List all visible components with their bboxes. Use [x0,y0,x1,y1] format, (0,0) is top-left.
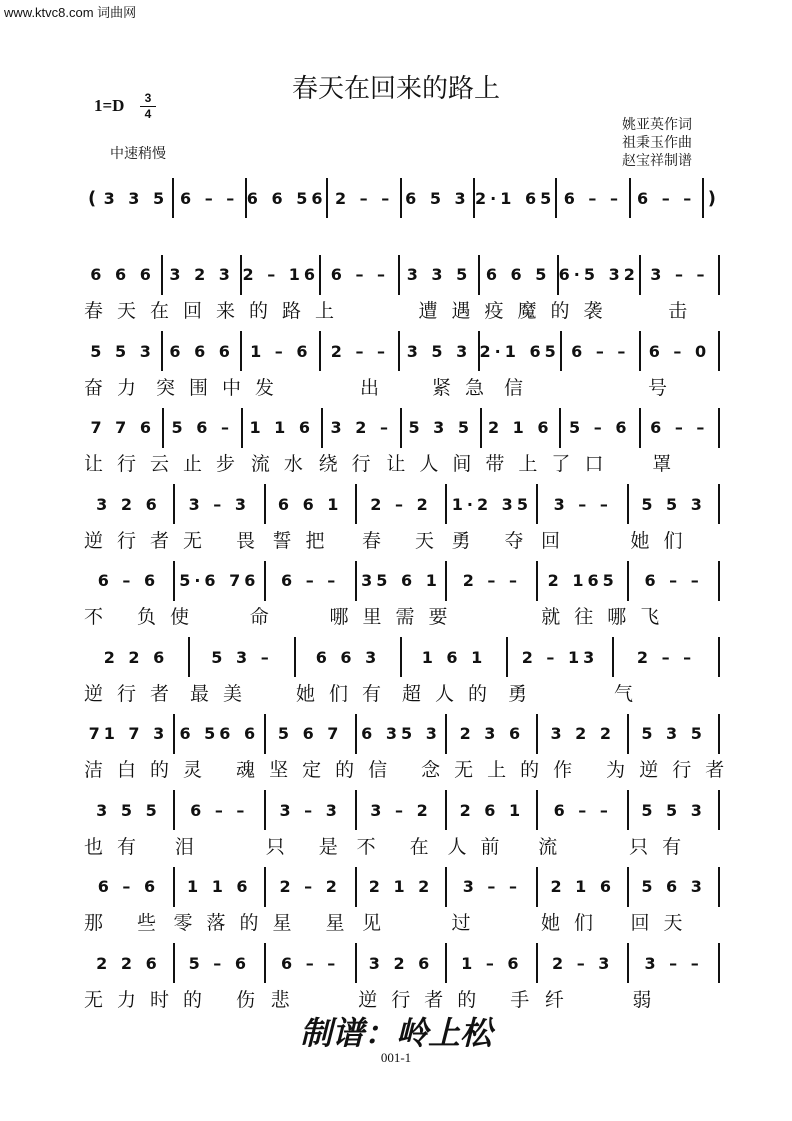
lyric-segment: 回天 [630,912,697,934]
lyric-segment: 使 [170,606,204,628]
lyric-segment: 让人间 [386,453,486,475]
measure: 3 – 3 [279,800,341,820]
measure: 3 2 6 [96,494,161,514]
lyric-segment: 作 为 [553,759,640,781]
lyric-segment: 零落的 [173,912,273,934]
lyric-row [84,448,720,478]
lyric-segment: 悲 [270,988,304,1011]
lyric-segment: 洁白的 [84,759,184,781]
measure: 3 2 – [330,418,392,437]
lyric-segment: 春 天 [362,529,449,552]
lyric-segment: 的 手 [457,988,544,1011]
measure: 3 5 3 [406,341,472,361]
key-signature: 1=D [94,96,125,115]
notation-row [84,714,720,754]
measure: 2 – – [462,571,521,590]
measure: 3 5 5 [96,800,161,820]
lyric-segment: 也有 [84,835,151,858]
credits [622,116,692,170]
transcriber-credit: 赵宝祥制谱 [622,153,692,169]
lyric-segment: 就往哪 [541,606,641,628]
lyric-row [84,371,720,401]
page-number: 001-1 [380,1050,412,1065]
measure: 7 7 6 [90,418,156,437]
lyric-segment: 流 [538,835,572,858]
measure: 3 – 2 [370,800,432,820]
measure: 2 165 [547,571,618,590]
lyric-segment: 突围中发 [156,376,289,399]
notation-row [84,561,720,601]
lyric-row [84,754,739,784]
measure: 5 – 6 [188,953,250,973]
measure: 2 2 6 [103,647,169,667]
barline [718,484,720,524]
measure: 5 5 3 [641,800,706,820]
lyric-segment: 上 [315,300,349,322]
measure: 5 6 – [171,418,233,437]
measure: 2 6 1 [459,800,525,820]
measure: 2 – 2 [370,494,432,514]
measure: 6 6 5 [485,265,551,284]
measure: 6 – – [330,265,390,284]
measure: 6 – – [553,800,612,820]
measure: 2·1 65 [479,341,560,361]
lyric-segment: 人前 [447,835,514,858]
measure: 5·6 76 [179,571,260,590]
lyric-segment: 回 [541,529,575,552]
lyric-segment: 的 伤 [183,988,270,1011]
lyric-segment: 出 [360,376,394,399]
lyricist-credit: 姚亚英作词 [622,117,692,133]
measure: 6 5 3 [405,188,470,208]
lyric-segment: 那 些 [84,912,171,934]
measure: 6 – – [180,188,239,208]
measure: 3 2 6 [368,953,434,973]
time-signature [140,92,156,121]
measure: 6 – – [190,800,249,820]
lyric-segment: 只 是 [265,835,352,858]
lyric-segment: 哪里需要 [329,606,462,628]
lyric-segment: 遭遇 [418,300,485,322]
measure: 5 3 5 [641,724,706,743]
measure: 6 – – [571,341,630,361]
measure: 6 6 56 [246,188,327,208]
measure: 1 – 6 [461,953,523,973]
lyric-segment: 泪 [174,835,208,858]
measure: 2 1 2 [368,877,434,896]
notation-row [84,178,720,218]
measure: 3 – – [553,494,612,514]
lyric-segment: 纤 [544,988,578,1011]
lyric-segment: 气 [614,682,648,705]
measure: 6 – – [650,418,709,437]
measure: 2 2 6 [96,953,161,973]
composer-credit: 祖秉玉作曲 [622,135,692,151]
notation-row [84,331,720,371]
measure: 6 – – [644,571,703,590]
notation-row [84,790,720,830]
lyric-segment: 弱 [632,988,666,1011]
lyric-row [84,830,720,860]
measure: 2 1 6 [550,877,615,896]
measure: 2 3 6 [459,724,525,743]
notation-row [84,943,720,983]
measure: 2 1 6 [487,418,553,437]
lyric-segment: 不 负 [84,606,171,628]
repeat-close-paren: ) [707,187,717,209]
lyric-segment: 无力时 [84,988,184,1011]
tempo-marking: 中速稍慢 [110,146,166,162]
lyric-segment: 灵 魂 [183,759,270,781]
lyric-segment: 口 [584,453,618,475]
lyric-segment: 命 [249,606,283,628]
measure: 6 – – [637,188,696,208]
measure: 3 3 5 [406,265,472,284]
lyric-segment: 奋力 [84,376,151,399]
lyric-segment: 过 [451,912,485,934]
measure: 2 – – [330,341,390,361]
measure: 6 6 3 [315,647,381,667]
measure: 3 2 2 [550,724,615,743]
lyric-segment: 坚定的 [269,759,369,781]
lyric-segment: 不 在 [356,835,443,858]
measure: 6 – 0 [648,341,711,361]
measure: 6 6 1 [277,494,343,514]
transcriber-signature: 制谱：岭上松 [299,1014,492,1052]
lyric-segment: 信 念 [368,759,455,781]
measure: 3 – – [644,953,703,973]
lyric-row [84,295,720,325]
lyric-segment: 誓把 [272,529,339,552]
measure: 3 – – [462,877,521,896]
lyric-segment: 罩 [652,453,686,475]
lyric-segment: 击 [668,300,702,322]
lyric-segment: 止步 [183,453,250,475]
measure: 5 – 6 [569,418,631,437]
lyric-segment: 她们 [630,529,697,552]
barline [718,943,720,983]
measure: 6 – – [563,188,622,208]
site-watermark: www.ktvc8.com 词曲网 [4,5,137,20]
measure: 3 – – [650,265,709,284]
lyric-segment: 逆行者 [639,759,739,781]
barline [718,255,720,295]
notation-row [84,408,720,448]
measure: 2 – 3 [552,953,614,973]
measure: 2 – 16 [242,265,320,284]
notation-row [84,484,720,524]
measure: 6·5 32 [558,265,639,284]
measure: 35 6 1 [361,571,441,590]
measure: 2 – – [334,188,394,208]
lyric-segment: 信 [504,376,538,399]
measure: 5 3 5 [408,418,474,437]
lyric-segment: 带上了 [485,453,585,475]
lyric-segment: 无上的 [454,759,554,781]
measure: 5 6 7 [277,724,343,743]
lyric-segment: 绕行 [318,453,385,475]
lyric-segment: 勇 [508,682,542,705]
measure: 1 – 6 [250,341,312,361]
song-title: 春天在回来的路上 [291,74,500,104]
measure: 71 7 3 [88,724,169,743]
measure: 2·1 65 [475,188,556,208]
measure: 6 – – [281,953,340,973]
lyric-segment: 最美 [190,682,257,705]
measure: 5 6 3 [641,877,706,896]
notation-row [84,255,720,295]
lyric-segment: 春天在 [84,300,184,322]
measure: 5 5 3 [90,341,155,361]
measure: 1 1 6 [249,418,315,437]
lyric-row [84,601,720,631]
lyric-segment: 紧急 [432,376,499,399]
lyric-segment: 号 [648,376,682,399]
measure: 3 – 3 [188,494,250,514]
lyric-segment: 逆行者 [358,988,458,1011]
lyric-segment: 回来的路 [183,300,316,322]
lyric-segment: 逆行者 [84,682,184,705]
measure: 6 35 3 [361,724,441,743]
barline [718,408,720,448]
barline [718,331,720,371]
notation-row [84,637,720,677]
measure: 2 – – [636,647,696,667]
measure: 6 6 6 [169,341,234,361]
lyric-segment: 流水 [250,453,317,475]
lyric-segment: 她们 [541,912,608,934]
lyric-row [84,907,720,937]
lyric-segment: 星 星 [272,912,359,934]
lyric-segment: 超人的 [402,682,502,705]
lyric-segment: 逆行者 [84,529,184,552]
measure: 2 – 13 [521,647,599,667]
measure: 3 3 5 [103,188,169,208]
measure: 6 – – [281,571,340,590]
measure: 6 – 6 [97,571,160,590]
lyric-segment: 疫魔的袭 [484,300,617,322]
measure: 1 6 1 [421,647,487,667]
meter-bottom: 4 [144,107,152,121]
barline [718,790,720,830]
repeat-open-paren: ( [88,187,97,209]
lyric-segment: 见 [362,912,396,934]
lyric-segment: 她们有 [296,682,396,705]
lyric-segment: 让行云 [84,453,184,475]
lyric-segment: 飞 [640,606,674,628]
measure: 1 1 6 [187,877,252,896]
measure: 5 5 3 [641,494,706,514]
measure: 3 2 3 [169,265,234,284]
lyric-segment: 只有 [629,835,696,858]
barline [718,714,720,754]
lyric-segment: 勇 夺 [451,529,538,552]
measure: 1·2 35 [451,494,532,514]
measure: 2 – 2 [279,877,341,896]
measure: 6 – 6 [97,877,160,896]
lyric-segment: 无 畏 [183,529,270,552]
lyric-row [84,524,720,554]
measure: 6 56 6 [179,724,260,743]
barline [718,637,720,677]
measure: 5 3 – [211,647,273,667]
barline [718,867,720,907]
barline [718,561,720,601]
lyric-row [84,677,720,707]
meter-top: 3 [144,91,152,105]
measure: 6 6 6 [90,265,155,284]
notation-row [84,867,720,907]
